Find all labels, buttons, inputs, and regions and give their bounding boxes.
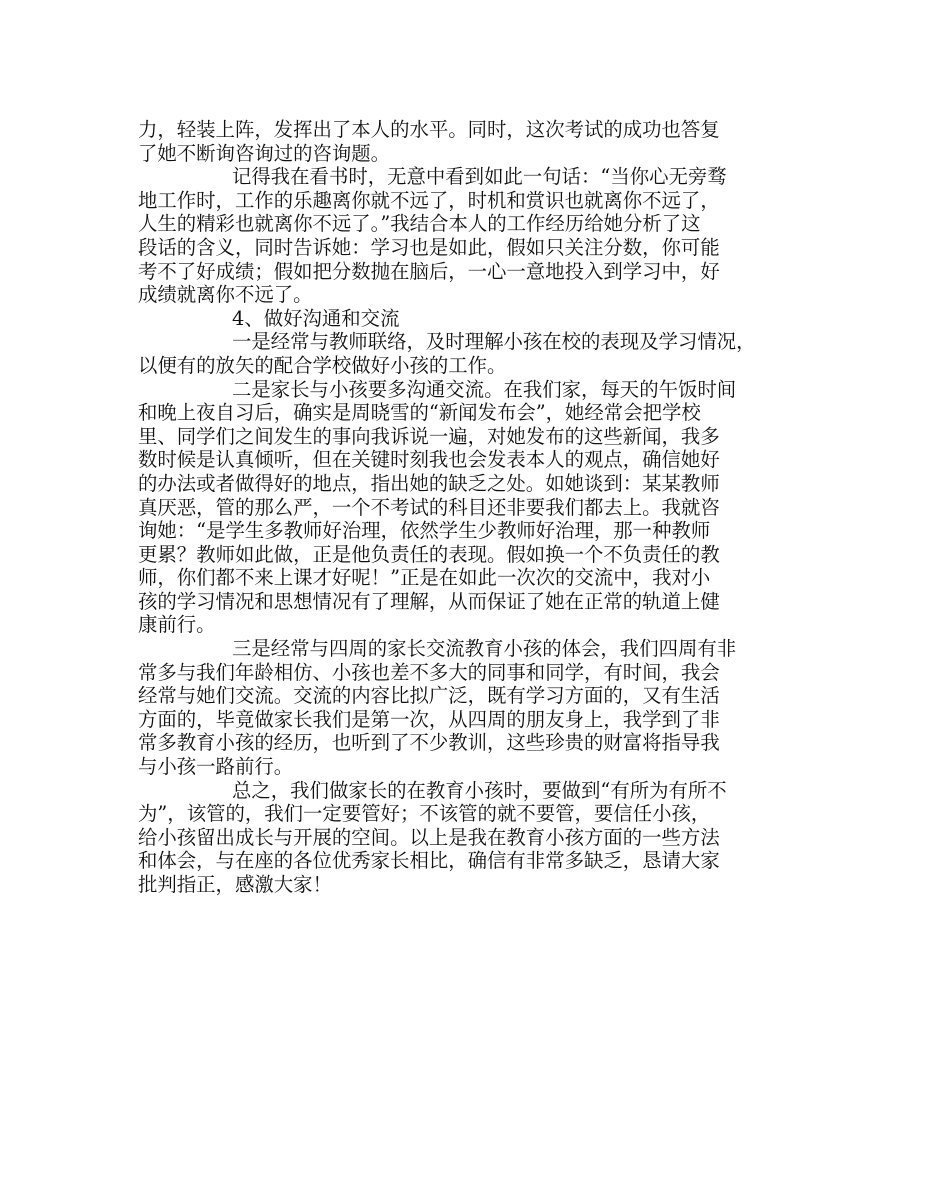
text-line: 了她不断询咨询过的咨询题。 <box>138 141 391 165</box>
text-line: 师，你们都不来上课才好呢！”正是在如此一次次的交流中，我对小 <box>138 566 711 590</box>
text-line: 常多教育小孩的经历，也听到了不少教训，这些珍贵的财富将指导我 <box>138 731 720 755</box>
text-line: 和晚上夜自习后，确实是周晓雪的“新闻发布会”，她经常会把学校 <box>138 401 701 425</box>
text-line: 4、做好沟通和交流 <box>232 306 400 330</box>
text-line: 考不了好成绩；假如把分数抛在脑后，一心一意地投入到学习中，好 <box>138 259 720 283</box>
text-line: 人生的精彩也就离你不远了。”我结合本人的工作经历给她分析了这 <box>138 212 701 236</box>
text-line: 真厌恶，管的那么严，一个不考试的科目还非要我们都去上。我就咨 <box>138 495 720 519</box>
text-line: 更累？教师如此做，正是他负责任的表现。假如换一个不负责任的教 <box>138 542 720 566</box>
text-line: 询她：“是学生多教师好治理，依然学生少教师好治理，那一种教师 <box>138 519 711 543</box>
text-line: 批判指正，感激大家！ <box>138 873 332 896</box>
text-line: 为”，该管的，我们一定要管好；不该管的就不要管，要信任小孩， <box>138 802 711 826</box>
text-line: 和体会，与在座的各位优秀家长相比，确信有非常多缺乏，恳请大家 <box>138 849 720 873</box>
text-line: 地工作时，工作的乐趣离你就不远了，时机和赏识也就离你不远了， <box>138 188 720 212</box>
document-body <box>138 118 814 897</box>
text-line: 三是经常与四周的家长交流教育小孩的体会，我们四周有非 <box>232 637 737 661</box>
text-line: 方面的，毕竟做家长我们是第一次，从四周的朋友身上，我学到了非 <box>138 707 720 731</box>
text-line: 给小孩留出成长与开展的空间。以上是我在教育小孩方面的一些方法 <box>138 825 720 849</box>
text-line: 记得我在看书时，无意中看到如此一句话：“当你心无旁骛 <box>232 165 727 189</box>
text-line: 数时候是认真倾听，但在关键时刻我也会发表本人的观点，确信她好 <box>138 448 720 472</box>
text-line: 与小孩一路前行。 <box>138 755 294 779</box>
text-line: 力，轻装上阵，发挥出了本人的水平。同时，这次考试的成功也答复 <box>138 118 720 141</box>
text-line: 的办法或者做得好的地点，指出她的缺乏之处。如她谈到：某某教师 <box>138 471 720 495</box>
text-line: 常多与我们年龄相仿、小孩也差不多大的同事和同学，有时间，我会 <box>138 660 720 684</box>
text-line: 段话的含义，同时告诉她：学习也是如此，假如只关注分数，你可能 <box>138 235 720 259</box>
text-line: 康前行。 <box>138 613 216 637</box>
text-line: 孩的学习情况和思想情况有了理解，从而保证了她在正常的轨道上健 <box>138 589 720 613</box>
text-line: 成绩就离你不远了。 <box>138 283 313 307</box>
text-line: 一是经常与教师联络，及时理解小孩在校的表现及学习情况， <box>232 330 756 354</box>
text-line: 二是家长与小孩要多沟通交流。在我们家，每天的午饭时间 <box>232 377 737 401</box>
text-line: 里、同学们之间发生的事向我诉说一遍，对她发布的这些新闻，我多 <box>138 424 720 448</box>
text-line: 经常与她们交流。交流的内容比拟广泛，既有学习方面的，又有生活 <box>138 684 720 708</box>
text-line: 总之，我们做家长的在教育小孩时，要做到“有所为有所不 <box>232 778 727 802</box>
text-line: 以便有的放矢的配合学校做好小孩的工作。 <box>138 353 507 377</box>
